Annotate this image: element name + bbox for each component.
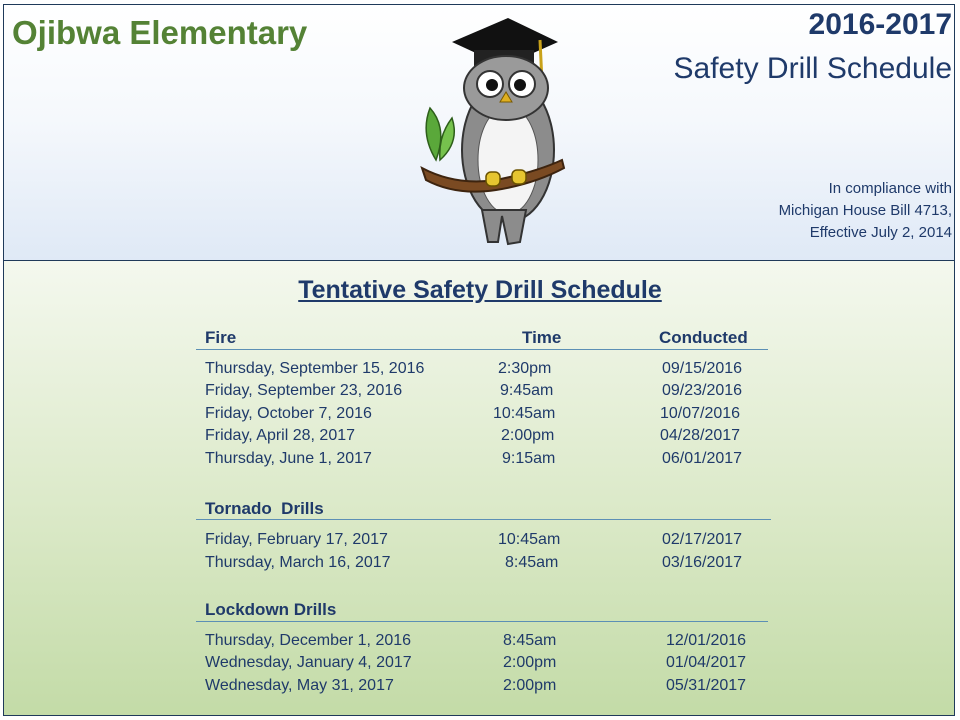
drill-conducted: 09/15/2016 [662,360,743,377]
drill-time: 2:00pm [503,677,557,694]
drill-date: Thursday, September 15, 2016 [205,360,425,377]
drill-conducted: 04/28/2017 [660,427,741,444]
drill-conducted: 09/23/2016 [662,382,743,399]
graduation-owl-icon [416,10,566,250]
drill-time: 10:45am [498,531,561,548]
section-header-fire: Fire [205,328,237,347]
drill-date: Friday, April 28, 2017 [205,427,356,444]
drill-conducted: 06/01/2017 [662,450,743,467]
divider [196,519,771,520]
drill-date: Wednesday, January 4, 2017 [205,654,412,671]
drill-time: 2:00pm [503,654,557,671]
drill-conducted: 03/16/2017 [662,554,743,571]
drill-date: Thursday, March 16, 2017 [205,554,391,571]
compliance-line: Effective July 2, 2014 [809,224,952,241]
drill-conducted: 10/07/2016 [660,405,741,422]
drill-date: Friday, September 23, 2016 [205,382,403,399]
drill-time: 9:45am [500,382,554,399]
section-header-lockdown: Lockdown Drills [205,600,337,619]
drill-conducted: 05/31/2017 [666,677,747,694]
drill-date: Friday, February 17, 2017 [205,531,388,548]
school-name: Ojibwa Elementary [12,14,308,51]
drill-conducted: 12/01/2016 [666,632,747,649]
compliance-line: In compliance with [828,180,952,197]
section-header-tornado: Tornado Drills [205,499,324,518]
drill-time: 2:30pm [498,360,552,377]
schedule-panel [4,261,954,716]
drill-time: 9:15am [502,450,556,467]
drill-date: Wednesday, May 31, 2017 [205,677,394,694]
drill-date: Thursday, June 1, 2017 [205,450,372,467]
drill-conducted: 01/04/2017 [666,654,747,671]
school-year: 2016-2017 [808,8,952,41]
page-title: Safety Drill Schedule [673,52,952,85]
drill-time: 8:45am [505,554,559,571]
drill-time: 8:45am [503,632,557,649]
schedule-title: Tentative Safety Drill Schedule [298,276,662,304]
drill-date: Thursday, December 1, 2016 [205,632,412,649]
drill-time: 10:45am [493,405,556,422]
drill-date: Friday, October 7, 2016 [205,405,372,422]
divider [196,349,768,350]
drill-conducted: 02/17/2017 [662,531,743,548]
compliance-line: Michigan House Bill 4713, [778,202,952,219]
divider [196,621,768,622]
drill-time: 2:00pm [501,427,555,444]
compliance-note [779,178,952,244]
column-header-time: Time [522,328,562,347]
column-header-conducted: Conducted [659,328,748,347]
